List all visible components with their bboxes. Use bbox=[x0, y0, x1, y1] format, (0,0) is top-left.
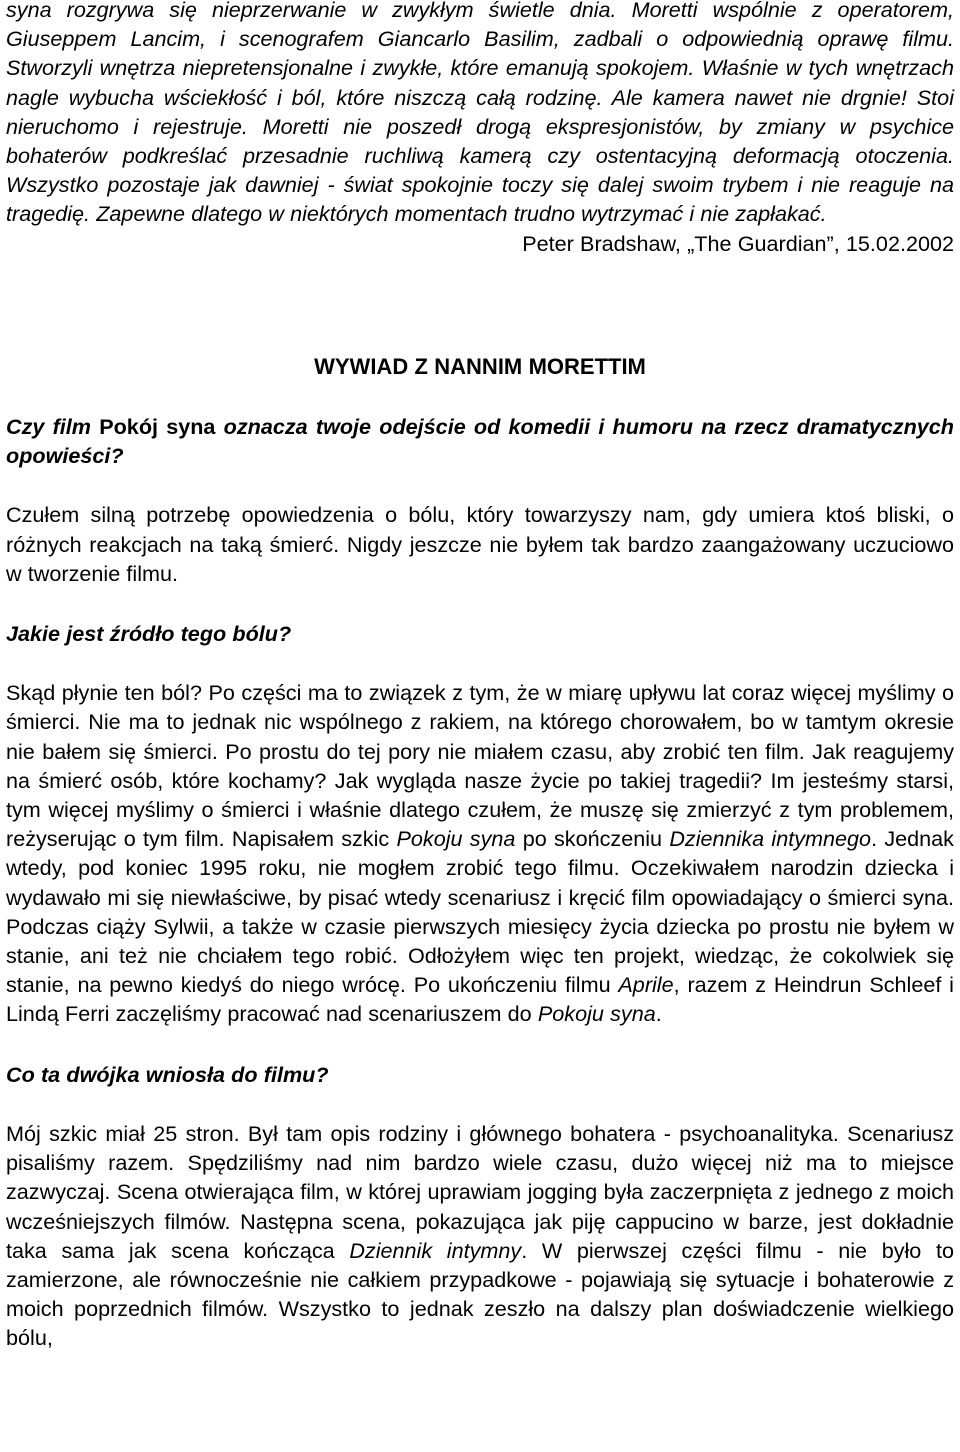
answer-2-text-4: , razem z Heindrun Schleef i Lindą Ferri zaczęliśmy pracować nad scenariuszem do bbox=[6, 972, 954, 1027]
interview-title: WYWIAD Z NANNIM MORETTIM bbox=[314, 353, 646, 379]
question-1-part3: oznacza twoje odejście od komedii i humoru na rzecz dramatycznych opowieści? bbox=[6, 414, 954, 469]
answer-2-text-3: . Jednak wtedy, pod koniec 1995 roku, nie mogłem zrobić tego filmu. Oczekiwałem narodzin dziecka i wydawało mi się niewłaściwe, by pisać wtedy scenariusz i kręcić film opowiadający o śmierci syna. Podczas ciąży Sylwii, a także w czasie pierwszych miesięcy życia dziecka po prostu nie byłem w stanie, ani też nie chciałem tego robić. Odłożyłem więc ten projekt, wiedząc, że cokolwiek się stanie, na pewno kiedyś do niego wrócę. Po ukończeniu filmu bbox=[6, 826, 954, 998]
answer-3-text-1: Mój szkic miał 25 stron. Był tam opis rodziny i głównego bohatera - psychoanalityka. Scenariusz pisaliśmy razem. Spędziliśmy nad nim bardzo wiele czasu, dużo więcej niż ma to miejsce zazwyczaj. Scena otwierająca film, w której uprawiam jogging była zaczerpnięta z jednego z moich wcześniejszych filmów. Następna scena, pokazująca jak piję cappucino w barze, jest dokładnie taka sama jak scena kończąca bbox=[6, 1120, 954, 1263]
answer-2-title-3: Aprile bbox=[618, 972, 674, 998]
review-byline: Peter Bradshaw, „The Guardian”, 15.02.2002 bbox=[522, 230, 954, 256]
answer-2 bbox=[6, 678, 954, 1028]
answer-3 bbox=[6, 1119, 954, 1353]
review-paragraph bbox=[6, 0, 954, 229]
document-page bbox=[6, 0, 954, 1353]
answer-2-text-5: . bbox=[655, 1001, 662, 1027]
answer-2-text-1: Skąd płynie ten ból? Po części ma to związek z tym, że w miarę upływu lat coraz więcej myślimy o śmierci. Nie ma to jednak nic wspólnego z rakiem, na którego chorowałem, bo w tamtym okresie nie bałem się śmierci. Po prostu do tej pory nie miałem czasu, aby zrobić ten film. Jak reagujemy na śmierć osób, które kochamy? Jak wygląda nasze życie po takiej tragedii? Im jesteśmy starsi, tym więcej myślimy o śmierci i właśnie dlatego czułem, że muszę się zmierzyć z tym problemem, reżyserując o tym film. Napisałem szkic bbox=[6, 680, 954, 852]
question-1-part1: Czy film bbox=[6, 414, 100, 440]
answer-2-title-1: Pokoju syna bbox=[396, 826, 516, 852]
answer-2-text-2: po skończeniu bbox=[515, 826, 670, 852]
answer-3-text-2: . W pierwszej części filmu - nie było to zamierzone, ale równocześnie nie całkiem przypadkowe - pojawiają się sytuacje i bohaterowie z moich poprzednich filmów. Wszystko to jednak zeszło na dalszy plan doświadczenie wielkiego bólu, bbox=[6, 1237, 954, 1351]
answer-1: Czułem silną potrzebę opowiedzenia o bólu, który towarzyszy nam, gdy umiera ktoś bliski, o różnych reakcjach na taką śmierć. Nigdy jeszcze nie byłem tak bardzo zaangażowany uczuciowo w tworzenie filmu. bbox=[6, 502, 954, 586]
question-2: Jakie jest źródło tego bólu? bbox=[6, 621, 292, 647]
question-1-film-title: Pokój syna bbox=[99, 414, 216, 440]
question-3: Co ta dwójka wniosła do filmu? bbox=[6, 1061, 329, 1087]
question-1 bbox=[6, 412, 954, 470]
answer-2-title-4: Pokoju syna bbox=[537, 1001, 656, 1027]
answer-3-title-1: Dziennik intymny bbox=[349, 1237, 522, 1263]
answer-2-title-2: Dziennika intymnego bbox=[669, 826, 872, 852]
review-text: syna rozgrywa się nieprzerwanie w zwykłym świetle dnia. Moretti wspólnie z operatorem, Giuseppem Lancim, i scenografem Giancarlo Basilim, zadbali o odpowiednią oprawę filmu. Stworzyli wnętrza niepretensjonalne i zwykłe, które emanują spokojem. Właśnie w tych wnętrzach nagle wybucha wściekłość i ból, które niszczą całą rodzinę. Ale kamera nawet nie drgnie! Stoi nieruchomo i rejestruje. Moretti nie poszedł drogą ekspresjonistów, by zmiany w psychice bohaterów podkreślać przesadnie ruchliwą kamerą czy ostentacyjną deformacją otoczenia. Wszystko pozostaje jak dawniej - świat spokojnie toczy się dalej swoim trybem i nie reaguje na tragedię. Zapewne dlatego w niektórych momentach trudno wytrzymać i nie zapłakać. bbox=[6, 0, 954, 227]
